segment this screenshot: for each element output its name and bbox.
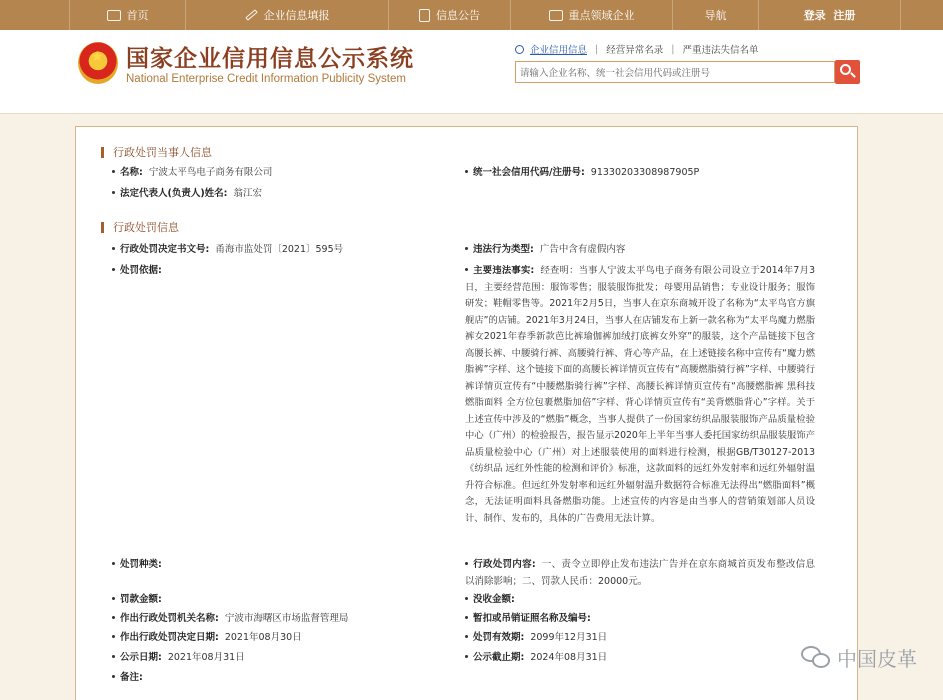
nav-focus-label: 重点领域企业 xyxy=(568,9,635,22)
nav-login-register xyxy=(759,0,901,30)
field-value: 2021年08月30日 xyxy=(224,632,302,643)
field-main-facts xyxy=(465,263,815,527)
field-label: 行政处罚内容: xyxy=(473,559,536,570)
field-value: 经查明：当事人宁波太平鸟电子商务有限公司设立于2014年7月3日，主要经营范围：服饰零售；服装服饰批发；母婴用品销售；专业设计服务；服饰研发；鞋帽零售等。2021年2月5日，当事人在京东商城开设了名称为“太平鸟官方旗舰店”的店铺。2021年3月24日，当事人在店铺发布上新一款名称为“太平鸟魔力燃脂裤女2021年春季新款芭比裤瑜伽裤加绒打底裤女外穿”的服装，这个产品链接下包含高腰长裤、中腰骑行裤、高腰骑行裤、背心等产品，在上述链接名称中宣传有“魔力燃脂裤”字样、这个链接下面的高腰长裤详情页宣传有“高腰燃脂骑行裤”字样、中腰骑行裤详情页宣传有“中腰燃脂骑行裤”字样、高腰长裤详情页宣传有“高腰燃脂裤 黑科技燃脂面料 全方位包裹燃脂加倍”字样、背心详情页宣传有“美背燃脂背心”字样。关于上述宣传中涉及的“燃脂”概念，当事人提供了一份国家纺织品服装服饰产品质量检验中心（广州）的检验报告，报告显示2020年上半年当事人委托国家纺织品服装服饰产品质量检验中心（广州）对上述服装使用的面料进行检测，根据GB/T30127-2013《纺织品 远红外性能的检测和评价》标准，这款面料的远红外发射率和远红外辐射温升符合标准。但远红外发射率和远红外辐射温升数据符合标准无法得出“燃脂面料”概念，无法证明面料具备燃脂功能。上述宣传的内容是由当事人的营销策划部人员设计、制作、发布的，具体的广告费用无法计算。 xyxy=(465,265,815,524)
field-value: 一、责令立即停止发布违法广告并在京东商城首页发布整改信息以消除影响；二、罚款人民币：20000元。 xyxy=(465,559,815,587)
field-label: 处罚依据: xyxy=(120,265,162,276)
field-penalty-content xyxy=(465,557,815,590)
field-label: 行政处罚决定书文号: xyxy=(120,244,210,255)
nav-guide[interactable] xyxy=(673,0,759,30)
field-label: 处罚种类: xyxy=(120,559,162,570)
field-value: 宁波市海曙区市场监督管理局 xyxy=(224,613,349,624)
field-value: 翁江宏 xyxy=(233,188,262,199)
nav-notice-label: 信息公告 xyxy=(436,9,480,22)
field-value: 91330203308987905P xyxy=(590,167,700,178)
field-label: 统一社会信用代码/注册号: xyxy=(473,167,585,178)
field-publish-end xyxy=(465,650,815,667)
field-label: 公示截止期: xyxy=(473,652,525,663)
field-value: 甬海市监处罚〔2021〕595号 xyxy=(215,244,344,255)
field-label: 作出行政处罚机关名称: xyxy=(120,613,219,624)
nav-left-spacer xyxy=(0,0,70,30)
grid-icon xyxy=(549,10,563,21)
site-title: 国家企业信用信息公示系统 xyxy=(126,46,414,72)
field-name xyxy=(112,165,452,182)
top-nav xyxy=(0,0,943,30)
field-penalty-kind xyxy=(112,557,452,574)
nav-notice[interactable] xyxy=(389,0,511,30)
field-label: 罚款金额: xyxy=(120,594,162,605)
watermark xyxy=(801,643,917,672)
field-value: 广告中含有虚假内容 xyxy=(539,244,626,255)
header-links: 企业信用信息 | 经营异常名录 | 严重违法失信名单 xyxy=(515,42,758,56)
field-confiscation xyxy=(465,592,815,609)
link-credit-info[interactable]: 企业信用信息 xyxy=(530,45,588,56)
field-label: 处罚有效期: xyxy=(473,632,525,643)
document-icon xyxy=(419,9,430,22)
field-credit-code xyxy=(465,165,815,182)
pen-icon xyxy=(245,9,258,20)
field-publish-date xyxy=(112,650,452,667)
search-icon xyxy=(515,45,524,54)
field-value: 2024年08月31日 xyxy=(530,652,608,663)
field-valid-until xyxy=(465,630,815,647)
nav-focus[interactable] xyxy=(511,0,673,30)
field-label: 备注: xyxy=(120,672,143,683)
search-input[interactable]: 请输入企业名称、统一社会信用代码或注册号 xyxy=(515,61,835,83)
register-link[interactable]: 注册 xyxy=(833,9,856,22)
field-value: 宁波太平鸟电子商务有限公司 xyxy=(148,167,273,178)
nav-right-spacer xyxy=(901,0,943,30)
field-label: 主要违法事实: xyxy=(473,265,535,276)
monitor-icon xyxy=(107,10,121,21)
nav-home-label: 首页 xyxy=(126,9,149,22)
field-decision-date xyxy=(112,630,452,647)
field-legal-rep xyxy=(112,186,452,203)
link-abnormal-list[interactable]: 经营异常名录 xyxy=(606,45,664,56)
field-fine-amount xyxy=(112,592,452,609)
field-value: 2099年12月31日 xyxy=(530,632,608,643)
field-remark xyxy=(112,670,452,687)
nav-fill-label: 企业信息填报 xyxy=(263,9,330,22)
field-label: 作出行政处罚决定日期: xyxy=(120,632,219,643)
party-section-title: 行政处罚当事人信息 xyxy=(101,147,212,158)
nav-guide-label: 导航 xyxy=(704,9,727,22)
field-label: 没收金额: xyxy=(473,594,515,605)
field-label: 法定代表人(负责人)姓名: xyxy=(120,188,228,199)
field-violation-type xyxy=(465,242,815,259)
search-button[interactable] xyxy=(835,60,860,84)
field-license xyxy=(465,611,815,628)
link-dishonest-list[interactable]: 严重违法失信名单 xyxy=(682,45,759,56)
field-label: 名称: xyxy=(120,167,143,178)
field-basis xyxy=(112,263,452,280)
field-label: 暂扣或吊销证照名称及编号: xyxy=(473,613,591,624)
field-value: 2021年08月31日 xyxy=(167,652,245,663)
penalty-section-title: 行政处罚信息 xyxy=(101,222,179,233)
national-emblem-icon: ★ xyxy=(78,42,118,84)
content-panel xyxy=(75,126,858,700)
nav-home[interactable] xyxy=(70,0,186,30)
wechat-icon xyxy=(801,646,831,670)
field-authority xyxy=(112,611,452,628)
nav-fill[interactable] xyxy=(186,0,389,30)
field-label: 公示日期: xyxy=(120,652,162,663)
field-doc-number xyxy=(112,242,452,259)
site-subtitle: National Enterprise Credit Information Publicity System xyxy=(126,73,406,85)
field-label: 违法行为类型: xyxy=(473,244,534,255)
watermark-text: 中国皮革 xyxy=(837,647,917,671)
login-link[interactable]: 登录 xyxy=(803,9,826,22)
